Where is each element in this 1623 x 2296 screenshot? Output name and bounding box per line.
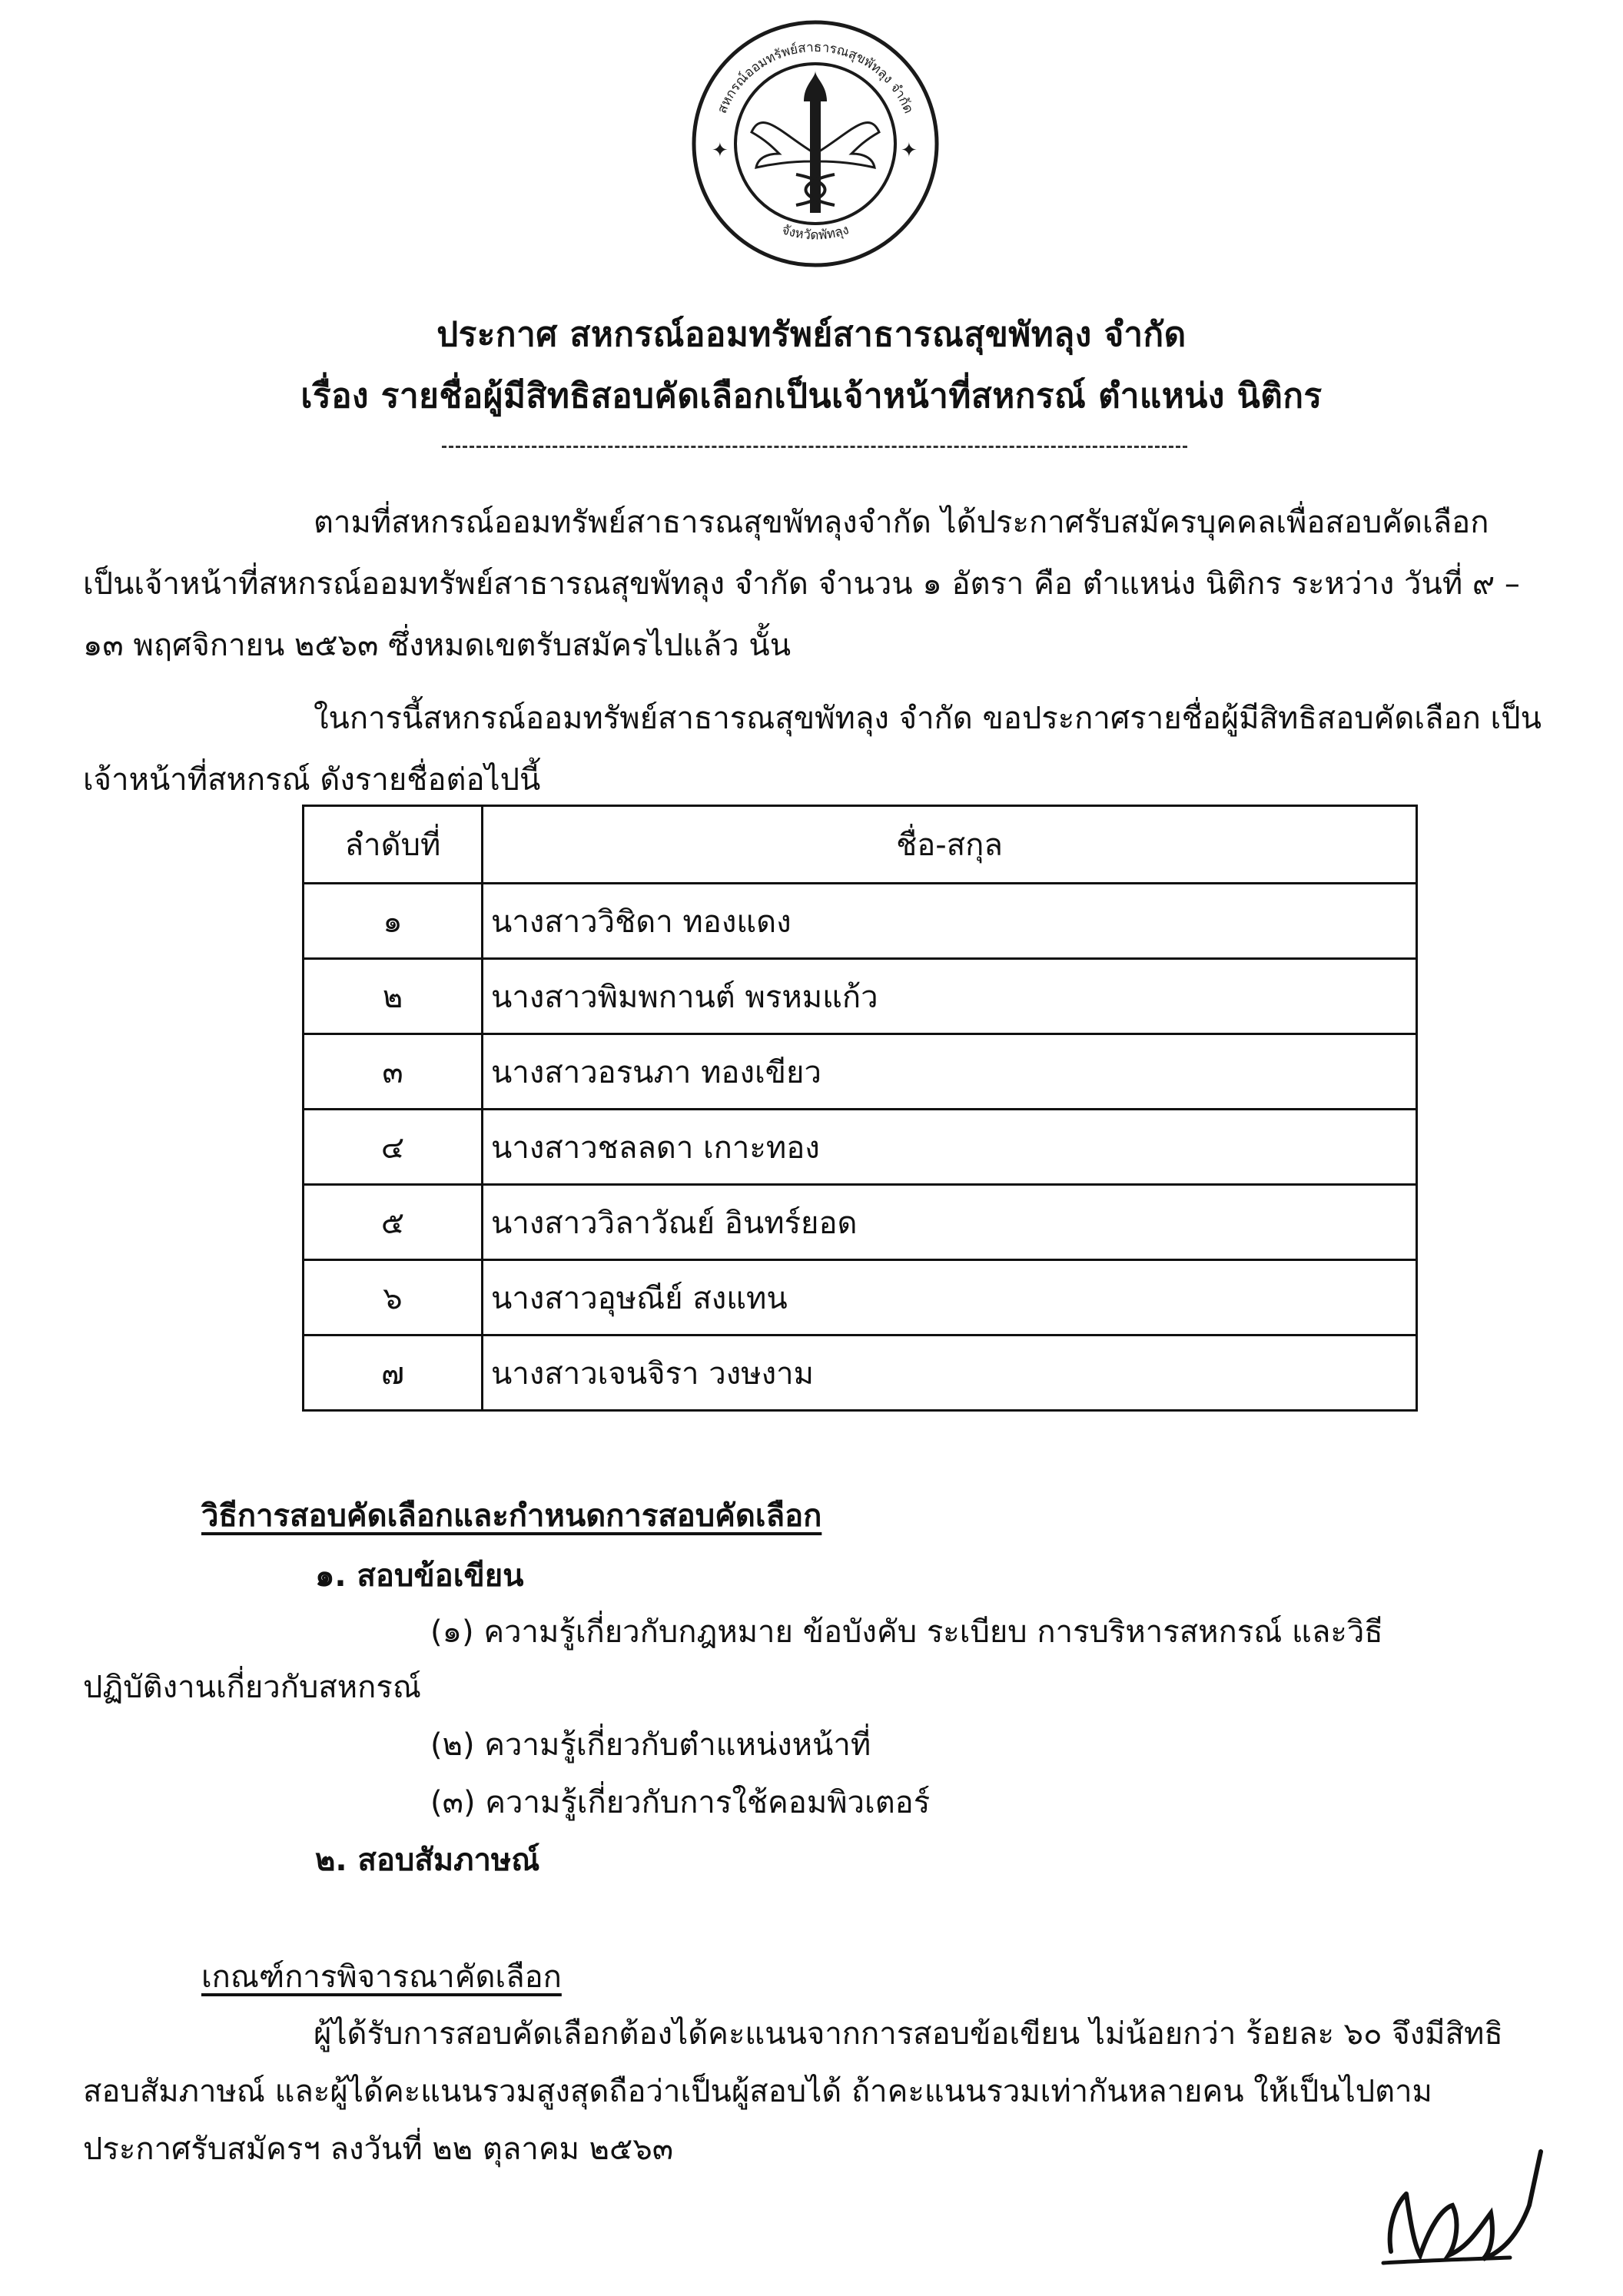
method-heading: วิธีการสอบคัดเลือกและกำหนดการสอบคัดเลือก	[201, 1498, 822, 1534]
table-row	[304, 1185, 1417, 1260]
row-number: ๑	[304, 884, 483, 959]
row-number: ๖	[304, 1260, 483, 1335]
row-number: ๓	[304, 1034, 483, 1110]
announce-paragraph-text: ในการนี้สหกรณ์ออมทรัพย์สาธารณสุขพัทลุง จำกัด ขอประกาศรายชื่อผู้มีสิทธิสอบคัดเลือก เป็นเจ้าหน้าที่สหกรณ์ ดังรายชื่อต่อไปนี้	[83, 701, 1542, 798]
section-written-exam: ๑. สอบข้อเขียน	[315, 1558, 524, 1594]
column-header-no: ลำดับที่	[304, 806, 483, 884]
candidate-name: นางสาวอุษณีย์ สงแทน	[483, 1260, 1417, 1335]
divider	[442, 446, 1187, 448]
row-number: ๔	[304, 1110, 483, 1185]
candidate-name: นางสาวชลลดา เกาะทอง	[483, 1110, 1417, 1185]
candidate-table	[302, 805, 1418, 1412]
cooperative-seal-logo	[689, 17, 942, 270]
criteria-paragraph	[83, 2006, 1543, 2178]
written-exam-item-2: (๒) ความรู้เกี่ยวกับตำแหน่งหน้าที่	[430, 1727, 871, 1763]
intro-paragraph-text: ตามที่สหกรณ์ออมทรัพย์สาธารณสุขพัทลุงจำกัด ได้ประกาศรับสมัครบุคคลเพื่อสอบคัดเลือก เป็นเจ้าหน้าที่สหกรณ์ออมทรัพย์สาธารณสุขพัทลุง จำกัด จำนวน ๑ อัตรา คือ ตำแหน่ง นิติกร ระหว่าง วันที่ ๙ – ๑๓ พฤศจิกายน ๒๕๖๓ ซึ่งหมดเขตรับสมัครไปแล้ว นั้น	[83, 505, 1520, 663]
signature	[1376, 2121, 1552, 2274]
intro-paragraph	[83, 492, 1543, 676]
candidate-name: นางสาววิชิดา ทองแดง	[483, 884, 1417, 959]
candidate-name: นางสาวเจนจิรา วงษงาม	[483, 1335, 1417, 1411]
announcement-subject: เรื่อง รายชื่อผู้มีสิทธิสอบคัดเลือกเป็นเจ้าหน้าที่สหกรณ์ ตำแหน่ง นิติกร	[300, 377, 1323, 416]
table-header-row	[304, 806, 1417, 884]
table-row	[304, 884, 1417, 959]
candidate-name: นางสาวอรนภา ทองเขียว	[483, 1034, 1417, 1110]
written-exam-item-3: (๓) ความรู้เกี่ยวกับการใช้คอมพิวเตอร์	[430, 1785, 931, 1820]
svg-text:✦: ✦	[901, 139, 918, 162]
column-header-name: ชื่อ-สกุล	[483, 806, 1417, 884]
table-row	[304, 1335, 1417, 1411]
announce-paragraph	[83, 688, 1543, 811]
table-row	[304, 1034, 1417, 1110]
candidate-name: นางสาวพิมพกานต์ พรหมแก้ว	[483, 959, 1417, 1034]
criteria-heading: เกณฑ์การพิจารณาคัดเลือก	[201, 1959, 562, 1995]
row-number: ๒	[304, 959, 483, 1034]
table-row	[304, 959, 1417, 1034]
section-interview: ๒. สอบสัมภาษณ์	[315, 1843, 540, 1878]
svg-text:จังหวัดพัทลุง: จังหวัดพัทลุง	[779, 222, 851, 244]
svg-text:✦: ✦	[712, 139, 729, 162]
row-number: ๗	[304, 1335, 483, 1411]
table-row	[304, 1260, 1417, 1335]
table-row	[304, 1110, 1417, 1185]
candidate-name: นางสาววิลาวัณย์ อินทร์ยอด	[483, 1185, 1417, 1260]
written-exam-item-1: (๑) ความรู้เกี่ยวกับกฎหมาย ข้อบังคับ ระเบียบ การบริหารสหกรณ์ และวิธี	[430, 1614, 1383, 1650]
written-exam-item-1-continued: ปฏิบัติงานเกี่ยวกับสหกรณ์	[83, 1670, 421, 1705]
announcement-title: ประกาศ สหกรณ์ออมทรัพย์สาธารณสุขพัทลุง จำกัด	[436, 315, 1187, 354]
svg-text:สหกรณ์ออมทรัพย์สาธารณสุขพัทลุง: สหกรณ์ออมทรัพย์สาธารณสุขพัทลุง จำกัด	[714, 39, 917, 116]
criteria-paragraph-text: ผู้ได้รับการสอบคัดเลือกต้องได้คะแนนจากการสอบข้อเขียน ไม่น้อยกว่า ร้อยละ ๖๐ จึงมีสิทธิ สอบสัมภาษณ์ และผู้ได้คะแนนรวมสูงสุดถือว่าเป็นผู้สอบได้ ถ้าคะแนนรวมเท่ากันหลายคน ให้เป็นไปตาม ประกาศรับสมัครฯ ลงวันที่ ๒๒ ตุลาคม ๒๕๖๓	[83, 2016, 1503, 2167]
row-number: ๕	[304, 1185, 483, 1260]
